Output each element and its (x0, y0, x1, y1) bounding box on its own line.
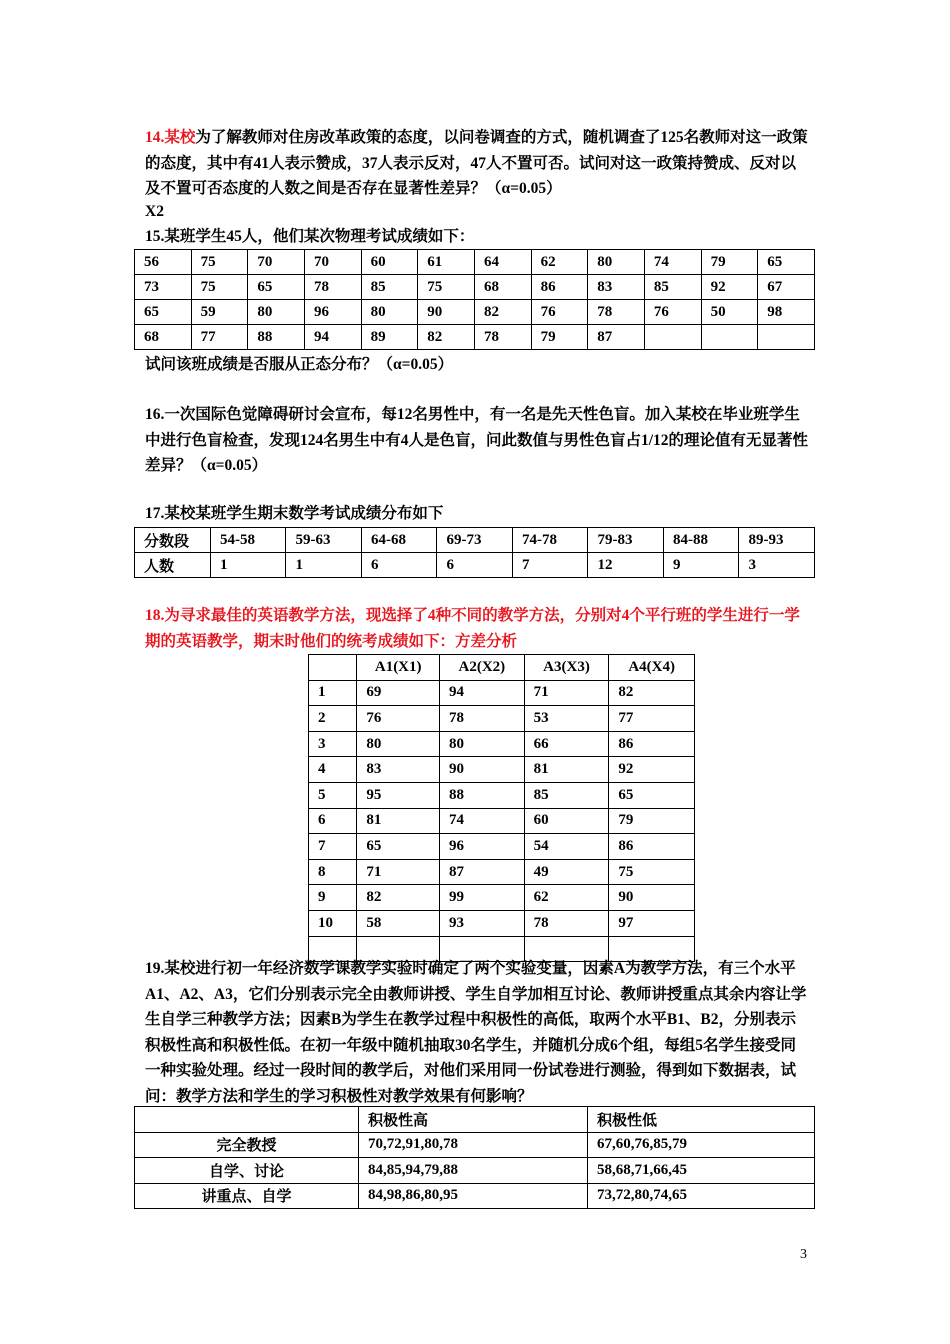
table-cell: 70 (248, 250, 305, 275)
table-cell: 82 (609, 680, 695, 706)
table-row (309, 910, 695, 936)
table-cell: 6 (437, 553, 513, 578)
table-cell: 75 (418, 275, 475, 300)
table-cell: 79 (609, 808, 695, 834)
question-17-title: 17.某校某班学生期末数学考试成绩分布如下 (145, 505, 444, 522)
table-cell: 80 (248, 300, 305, 325)
table-cell: 80 (357, 731, 440, 757)
question-15-question: 试问该班成绩是否服从正态分布？（α=0.05） (145, 356, 454, 373)
table-cell: 65 (758, 250, 815, 275)
table-row (309, 834, 695, 860)
table-cell: 69 (357, 680, 440, 706)
table-row (135, 1183, 815, 1209)
table-cell: 74-78 (512, 528, 588, 553)
table-cell: 讲重点、自学 (135, 1183, 359, 1209)
table-cell: 3 (309, 731, 357, 757)
table-cell: 68 (135, 325, 192, 350)
table-cell: 53 (524, 706, 609, 732)
table-cell: 94 (304, 325, 361, 350)
table-cell: 90 (609, 885, 695, 911)
table-cell: 6 (309, 808, 357, 834)
table-row (309, 706, 695, 732)
table-cell: 78 (524, 910, 609, 936)
table-cell: 61 (418, 250, 475, 275)
table-cell: 85 (524, 782, 609, 808)
question-15-title: 15.某班学生45人，他们某次物理考试成绩如下： (145, 228, 475, 245)
table-cell: 56 (135, 250, 192, 275)
question-17-distribution-table (134, 527, 815, 578)
table-header-cell: A4(X4) (609, 655, 695, 681)
question-16: 16.一次国际色觉障碍研讨会宣布，每12名男性中，有一名是先天性色盲。加入某校在毕业班学生中进行色盲检查，发现124名男生中有4人是色盲，问此数值与男性色盲占1/12的理论值有无显著性差异？（α=0.05） (145, 406, 809, 474)
table-header-row (309, 655, 695, 681)
table-cell: 80 (588, 250, 645, 275)
table-cell: 59-63 (286, 528, 362, 553)
table-cell: 85 (361, 275, 418, 300)
table-cell: 10 (309, 910, 357, 936)
table-header-row (135, 1107, 815, 1133)
question-15-score-table (134, 249, 815, 350)
table-cell: 60 (524, 808, 609, 834)
question-14-text: 为了解教师对住房改革政策的态度，以问卷调查的方式，随机调查了125名教师对这一政策的态度，其中有41人表示赞成，37人表示反对，47人不置可否。试问对这一政策持赞成、反对以及不置可否态度的人数之间是否存在显著性差异？（α=0.05） (145, 129, 808, 197)
question-14-lead: 14.某校 (145, 129, 196, 146)
table-cell (701, 325, 758, 350)
table-row (135, 325, 815, 350)
table-row (309, 782, 695, 808)
table-cell: 70 (304, 250, 361, 275)
table-cell: 89 (361, 325, 418, 350)
table-row (309, 808, 695, 834)
table-cell: 82 (474, 300, 531, 325)
table-cell: 87 (440, 859, 525, 885)
table-cell: 97 (609, 910, 695, 936)
table-header-cell (309, 655, 357, 681)
page-number: 3 (800, 1247, 807, 1262)
table-cell: 1 (210, 553, 286, 578)
table-row (309, 885, 695, 911)
table-cell: 76 (531, 300, 588, 325)
table-cell: 75 (191, 250, 248, 275)
question-19-data-table (134, 1106, 815, 1209)
table-cell: 9 (309, 885, 357, 911)
table-cell: 4 (309, 757, 357, 783)
table-cell: 79-83 (588, 528, 664, 553)
table-row (135, 1132, 815, 1158)
table-cell: 77 (609, 706, 695, 732)
table-cell: 70,72,91,80,78 (358, 1132, 587, 1158)
table-cell: 86 (609, 834, 695, 860)
table-cell: 49 (524, 859, 609, 885)
table-cell: 94 (440, 680, 525, 706)
table-cell: 73,72,80,74,65 (587, 1183, 814, 1209)
table-cell: 78 (474, 325, 531, 350)
table-row (309, 757, 695, 783)
table-cell: 人数 (135, 553, 211, 578)
table-cell: 85 (644, 275, 701, 300)
table-cell: 89-93 (739, 528, 815, 553)
table-header-cell: A1(X1) (357, 655, 440, 681)
table-cell: 79 (701, 250, 758, 275)
table-cell: 99 (440, 885, 525, 911)
table-header-cell: 积极性低 (587, 1107, 814, 1133)
table-cell: 9 (663, 553, 739, 578)
table-cell: 80 (361, 300, 418, 325)
table-header-cell: A3(X3) (524, 655, 609, 681)
table-cell (644, 325, 701, 350)
table-cell: 96 (304, 300, 361, 325)
table-cell: 84-88 (663, 528, 739, 553)
table-cell: 96 (440, 834, 525, 860)
table-cell: 1 (286, 553, 362, 578)
table-cell: 74 (644, 250, 701, 275)
table-cell: 79 (531, 325, 588, 350)
table-cell: 75 (191, 275, 248, 300)
table-cell: 92 (609, 757, 695, 783)
table-cell (758, 325, 815, 350)
table-row (135, 275, 815, 300)
table-cell: 50 (701, 300, 758, 325)
table-cell: 88 (248, 325, 305, 350)
table-cell: 67,60,76,85,79 (587, 1132, 814, 1158)
table-cell: 3 (739, 553, 815, 578)
question-19: 19.某校进行初一年经济数学课教学实验时确定了两个实验变量，因素A为教学方法，有三个水平A1、A2、A3，它们分别表示完全由教师讲授、学生自学加相互讨论、教师讲授重点其余内容让学生自学三种教学方法；因素B为学生在教学过程中积极性的高低，取两个水平B1、B2，分别表示积极性高和积极性低。在初一年级中随机抽取30名学生，并随机分成6个组，每组5名学生接受同一种实验处理。经过一段时间的教学后，对他们采用同一份试卷进行测验，得到如下数据表，试问：教学方法和学生的学习积极性对教学效果有何影响？ (145, 960, 807, 1105)
table-cell: 54-58 (210, 528, 286, 553)
table-cell: 分数段 (135, 528, 211, 553)
table-cell: 81 (524, 757, 609, 783)
table-header-cell: 积极性高 (358, 1107, 587, 1133)
table-row (135, 553, 815, 578)
table-row (135, 1158, 815, 1184)
table-cell: 76 (644, 300, 701, 325)
table-cell: 66 (524, 731, 609, 757)
table-cell: 93 (440, 910, 525, 936)
table-cell: 84,98,86,80,95 (358, 1183, 587, 1209)
table-cell: 90 (440, 757, 525, 783)
question-14 (145, 125, 810, 202)
table-cell: 1 (309, 680, 357, 706)
table-cell: 6 (361, 553, 437, 578)
table-cell: 80 (440, 731, 525, 757)
table-cell: 65 (135, 300, 192, 325)
table-row (309, 731, 695, 757)
table-cell: 自学、讨论 (135, 1158, 359, 1184)
table-cell: 完全教授 (135, 1132, 359, 1158)
table-cell: 71 (524, 680, 609, 706)
table-cell: 71 (357, 859, 440, 885)
table-cell: 86 (531, 275, 588, 300)
question-18-anova-table (308, 654, 695, 962)
table-cell: 87 (588, 325, 645, 350)
table-cell: 78 (588, 300, 645, 325)
table-cell: 81 (357, 808, 440, 834)
table-header-row (135, 528, 815, 553)
table-cell: 12 (588, 553, 664, 578)
table-header-cell (135, 1107, 359, 1133)
table-cell: 54 (524, 834, 609, 860)
table-cell: 82 (418, 325, 475, 350)
table-cell: 59 (191, 300, 248, 325)
table-cell: 7 (309, 834, 357, 860)
table-cell: 92 (701, 275, 758, 300)
table-cell: 7 (512, 553, 588, 578)
table-cell: 58,68,71,66,45 (587, 1158, 814, 1184)
table-cell: 58 (357, 910, 440, 936)
table-row (309, 680, 695, 706)
question-14-note: X2 (145, 203, 164, 220)
table-cell: 68 (474, 275, 531, 300)
table-header-cell: A2(X2) (440, 655, 525, 681)
table-cell: 69-73 (437, 528, 513, 553)
table-cell: 95 (357, 782, 440, 808)
table-row (135, 250, 815, 275)
table-cell: 74 (440, 808, 525, 834)
table-cell: 73 (135, 275, 192, 300)
table-cell: 64 (474, 250, 531, 275)
table-row (135, 300, 815, 325)
table-cell: 65 (248, 275, 305, 300)
table-cell: 67 (758, 275, 815, 300)
table-cell: 77 (191, 325, 248, 350)
table-cell: 90 (418, 300, 475, 325)
table-cell: 83 (588, 275, 645, 300)
table-cell: 64-68 (361, 528, 437, 553)
table-cell: 60 (361, 250, 418, 275)
table-cell: 2 (309, 706, 357, 732)
table-cell: 62 (524, 885, 609, 911)
table-cell: 65 (609, 782, 695, 808)
table-row (309, 859, 695, 885)
question-18: 18.为寻求最佳的英语教学方法，现选择了4种不同的教学方法，分别对4个平行班的学生进行一学期的英语教学，期末时他们的统考成绩如下：方差分析 (145, 607, 800, 650)
table-cell: 65 (357, 834, 440, 860)
table-cell: 82 (357, 885, 440, 911)
table-cell: 5 (309, 782, 357, 808)
table-cell: 76 (357, 706, 440, 732)
table-cell: 83 (357, 757, 440, 783)
table-cell: 78 (440, 706, 525, 732)
table-cell: 86 (609, 731, 695, 757)
table-cell: 75 (609, 859, 695, 885)
table-cell: 88 (440, 782, 525, 808)
table-cell: 98 (758, 300, 815, 325)
table-cell: 8 (309, 859, 357, 885)
table-cell: 78 (304, 275, 361, 300)
table-cell: 62 (531, 250, 588, 275)
table-cell: 84,85,94,79,88 (358, 1158, 587, 1184)
